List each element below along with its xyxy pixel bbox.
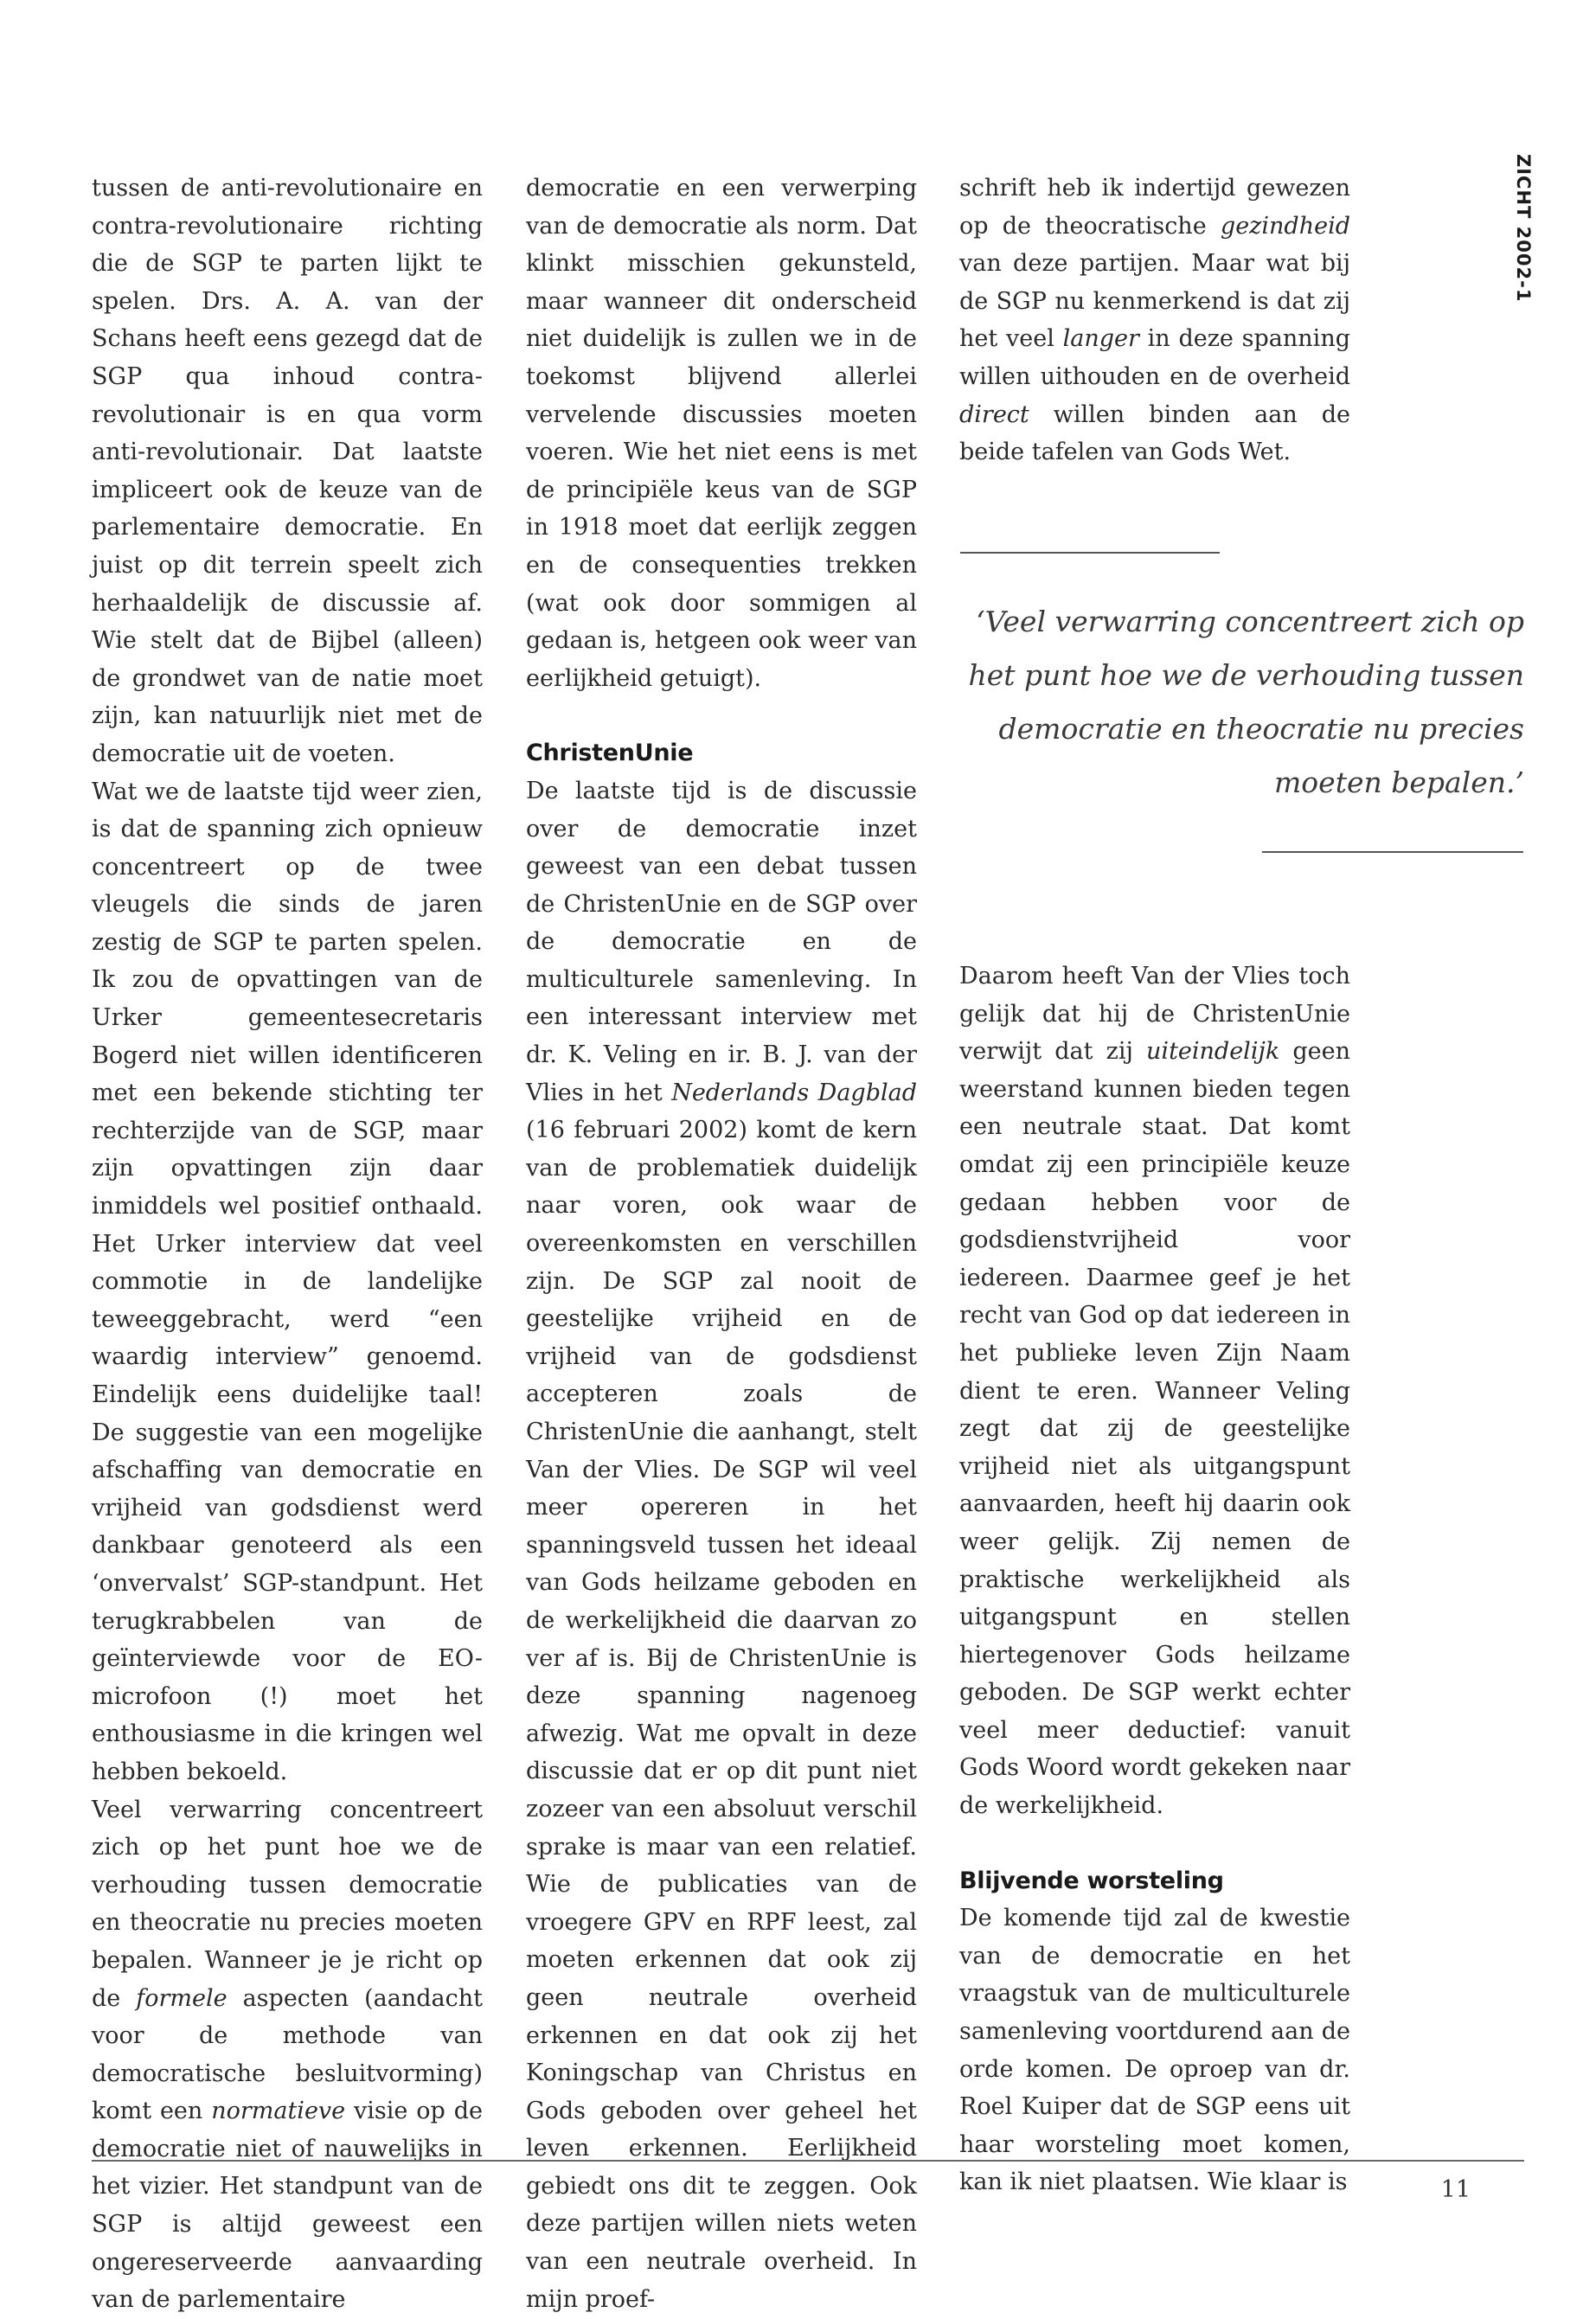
emphasis: gezindheid — [1220, 212, 1350, 240]
text-column-3-top — [959, 170, 1350, 471]
paragraph: Daarom heeft Van der Vlies toch gelijk dat hij de ChristenUnie verwijt dat zij uiteindelijk geen weerstand kunnen bieden tegen een neutrale staat. Dat komt omdat zij een principiële keuze gedaan hebben voor de godsdienstvrijheid voor iedereen. Daarmee geef je het recht van God op dat iedereen in het publieke leven Zijn Naam dient te eren. Wanneer Veling zegt dat zij de geestelijke vrijheid niet als uitgangspunt aanvaarden, heeft hij daarin ook weer gelijk. Zij nemen de praktische werkelijkheid als uitgangspunt en stellen hiertegenover Gods heilzame geboden. De SGP werkt echter veel meer deductief: vanuit Gods Woord wordt gekeken naar de werkelijkheid. — [959, 963, 1350, 1820]
running-header — [1511, 154, 1532, 301]
emphasis: direct — [959, 400, 1029, 428]
emphasis: Nederlands Dagblad — [671, 1079, 917, 1106]
pullquote: ‘Veel verwarring concentreert zich op het punt hoe we de verhouding tussen democratie en theocratie nu precies moeten bepalen.’ — [968, 605, 1524, 799]
emphasis: uiteindelijk — [1146, 1038, 1280, 1066]
paragraph: Wat we de laatste tijd weer zien, is dat de spanning zich opnieuw concentreert op de twee vleugels die sinds de jaren zestig de SGP te parten spelen. Ik zou de opvattingen van de Urker gemeentesecretaris Bogerd niet willen identificeren met een bekende stichting ter rechterzijde van de SGP, maar zijn opvattingen zijn daar inmiddels wel positief onthaald. Het Urker interview dat veel commotie in de landelijke teweeggebracht, werd “een waardig interview” genoemd. Eindelijk eens duidelijke taal! De suggestie van een mogelijke afschaffing van democratie en vrijheid van godsdienst werd dankbaar genoteerd als een ‘onvervalst’ SGP-standpunt. Het terugkrabbelen van de geïnterviewde voor de EO-microfoon (!) moet het enthousiasme in die kringen wel hebben bekoeld. — [92, 778, 483, 1785]
paragraph: Veel verwarring concentreert zich op het punt hoe we de verhouding tussen democratie en theocratie nu precies moeten bepalen. Wanneer je je richt op de formele aspecten (aandacht voor de methode van democratische besluitvorming) komt een normatieve visie op de democratie niet of nauwelijks in het vizier. Het standpunt van de SGP is altijd geweest een ongereserveerde aanvaarding van de parlementaire — [92, 1796, 483, 2314]
emphasis: langer — [1062, 325, 1139, 353]
running-header-text: ZICHT 2002-1 — [1513, 154, 1534, 303]
paragraph: tussen de anti-revolutionaire en contra-revolutionaire richting die de SGP te parten lijkt te spelen. Drs. A. A. van der Schans heeft eens gezegd dat de SGP qua inhoud contra-revolutionair is en qua vorm anti-revolutionair. Dat laatste impliceert ook de keuze van de parlementaire democratie. En juist op dit terrein speelt zich herhaaldelijk de discussie af. Wie stelt dat de Bijbel (alleen) de grondwet van de natie moet zijn, kan natuurlijk niet met de democratie uit de voeten. — [92, 175, 483, 767]
section-heading-christenunie: ChristenUnie — [526, 740, 694, 767]
footer-divider — [92, 2160, 1524, 2162]
emphasis: formele — [136, 1984, 228, 2012]
pullquote-divider-top — [960, 552, 1220, 554]
pullquote-divider-bottom — [1262, 851, 1523, 853]
paragraph: De laatste tijd is de discussie over de democratie inzet geweest van een debat tussen de ChristenUnie en de SGP over de democratie en de multiculturele samenleving. In een interessant interview met dr. K. Veling en ir. B. J. van der Vlies in het Nederlands Dagblad (16 februari 2002) komt de kern van de problematiek duidelijk naar voren, ook waar de overeenkomsten en verschillen zijn. De SGP zal nooit de geestelijke vrijheid en de vrijheid van de godsdienst accepteren zoals de ChristenUnie die aanhangt, stelt Van der Vlies. De SGP wil veel meer opereren in het spanningsveld tussen het ideaal van Gods heilzame geboden en de werkelijkheid die daarvan zo ver af is. Bij de ChristenUnie is deze spanning nagenoeg afwezig. Wat me opvalt in deze discussie dat er op dit punt niet zozeer van een absoluut verschil sprake is maar van een relatief. Wie de publicaties van de vroegere GPV en RPF leest, zal moeten erkennen dat ook zij geen neutrale overheid erkennen en dat ook zij het Koningschap van Christus en Gods geboden over geheel het leven erkennen. Eerlijkheid gebiedt ons dit te zeggen. Ook deze partijen willen niets weten van een neutrale overheid. In mijn proef- — [526, 777, 917, 2313]
paragraph: schrift heb ik indertijd gewezen op de theocratische gezindheid van deze partijen. Maar wat bij de SGP nu kenmerkend is dat zij het veel langer in deze spanning willen uithouden en de overheid direct willen binden aan de beide tafelen van Gods Wet. — [959, 175, 1350, 466]
paragraph: De komende tijd zal de kwestie van de democratie en het vraagstuk van de multiculturele samenleving voortdurend aan de orde komen. De oproep van dr. Roel Kuiper dat de SGP eens uit haar worsteling moet komen, kan ik niet plaatsen. Wie klaar is — [959, 1905, 1350, 2196]
text-column-2 — [526, 170, 917, 2318]
paragraph: democratie en een verwerping van de democratie als norm. Dat klinkt misschien gekunsteld, maar wanneer dit onderscheid niet duidelijk is zullen we in de toekomst blijvend allerlei vervelende discussies moeten voeren. Wie het niet eens is met de principiële keus van de SGP in 1918 moet dat eerlijk zeggen en de consequenties trekken (wat ook door sommigen al gedaan is, hetgeen ook weer van eerlijkheid getuigt). — [526, 175, 917, 692]
page-number: 11 — [1440, 2176, 1471, 2203]
emphasis: normatieve — [211, 2098, 346, 2125]
section-heading-blijvende-worsteling: Blijvende worsteling — [959, 1867, 1224, 1894]
text-column-3-bottom — [959, 958, 1350, 2201]
text-column-1 — [92, 170, 483, 2319]
